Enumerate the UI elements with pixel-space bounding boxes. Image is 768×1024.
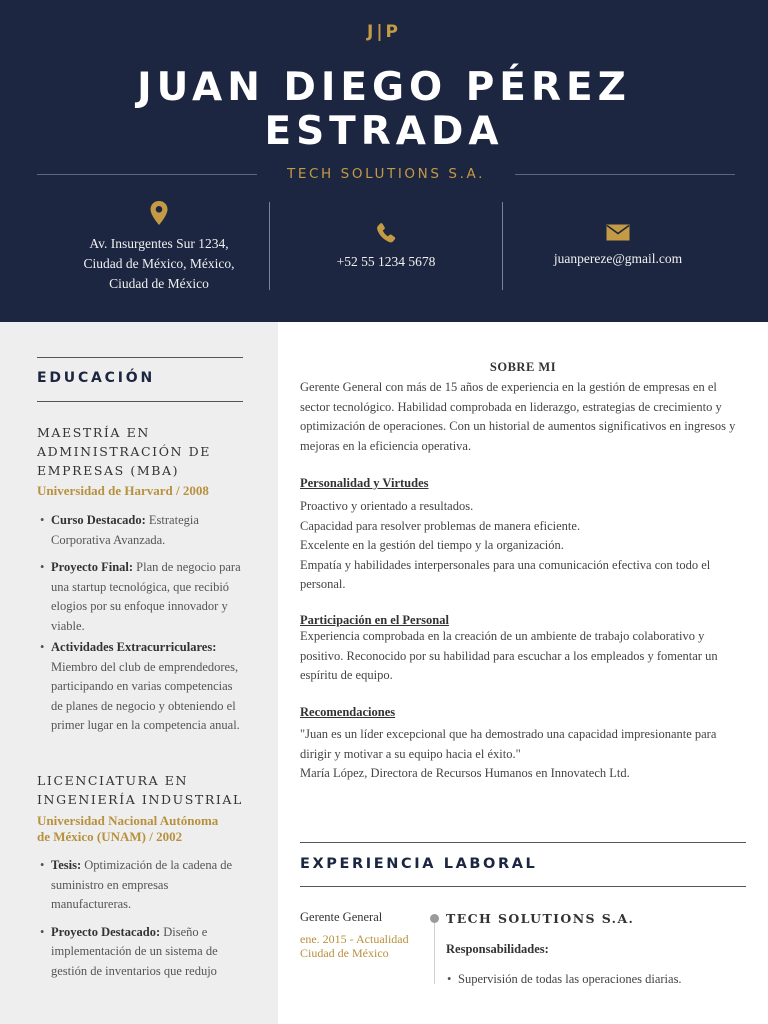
full-name [0,66,768,154]
participation-title: Participación en el Personal [300,613,449,627]
personality-list [300,497,748,595]
personality-item: Capacidad para resolver problemas de manera eficiente. [300,518,581,533]
personality-item: Empatía y habilidades interpersonales para una comunicación efectiva con todo el personal. [300,557,711,591]
item-text: Diseño e implementación de un sistema de gestión de inventarios que redujo [51,924,218,978]
degree-highlights [37,856,247,989]
item-text: Miembro del club de emprendedores, participando en varias competencias de planes de negocio y obteniendo el primer lugar en la competencia anual. [51,659,240,732]
name-line-2: ESTRADA [264,109,504,154]
timeline-line [434,918,435,984]
list-item: • Supervisión de todas las operaciones diarias. [446,970,736,988]
item-label: Tesis: [51,858,82,872]
job-title: Gerente General [300,910,383,924]
recommendation [300,725,748,784]
about-title: SOBRE MI [489,360,557,374]
degree-title [37,423,247,480]
experience-rule-bottom [300,886,746,887]
job-meta [300,932,425,960]
item-text: Estrategia Corporativa Avanzada. [51,513,199,547]
list-item [37,558,247,636]
contact-divider [502,202,503,290]
personality-item: Proactivo y orientado a resultados. [300,499,474,513]
list-item [37,923,247,982]
item-text: Plan de negocio para una startup tecnológica, que recibió elogios por su enfoque innovador y viable. [51,560,241,633]
education-rule-bottom [37,401,243,402]
item-label: Proyecto Destacado: [51,924,161,939]
recommendation-quote: "Juan es un líder excepcional que ha demostrado una capacidad impresionante para dirigir y motivar a su equipo hacia el éxito." [300,727,717,761]
address-line-1: Av. Insurgentes Sur 1234, [89,236,229,251]
monogram: J|P [367,22,401,42]
participation-text: Experiencia comprobada en la creación de un ambiente de trabajo colaborativo y positivo. Reconocido por su habilidad para escuchar a los empleados y fomentar un espíritu de equipo. [300,629,718,682]
phone-icon [376,222,396,244]
company-rule-right [515,174,735,175]
email-address[interactable]: juanpereze@gmail.com [553,251,683,266]
responsibilities-list [446,970,736,988]
education-heading: EDUCACIÓN [37,370,155,386]
list-item [37,511,247,550]
experience-heading: EXPERIENCIA LABORAL [300,856,538,872]
school-line: Universidad Nacional Autónoma [37,813,219,828]
company-row [37,164,735,184]
contact-email [504,200,732,269]
about-text: Gerente General con más de 15 años de experiencia en la gestión de empresas en el sector tecnológico. Habilidad comprobada en liderazgo, estrategias de crecimiento y optimización de operaciones. Con un historial de aumentos significativos en ingresos y mejoras en la eficiencia operativa. [300,380,736,453]
address-line-2: Ciudad de México, México, [83,256,235,271]
education-rule-top [37,357,243,358]
item-label: Curso Destacado: [51,513,146,527]
recommendation-author: María López, Directora de Recursos Humanos en Innovatech Ltd. [300,766,630,780]
degree-title-line: MAESTRÍA EN [37,425,150,440]
item-label: Proyecto Final: [51,560,134,574]
contact-phone [270,200,502,272]
item-text: Optimización de la cadena de suministro en empresas manufactureras. [51,858,233,911]
school-line: de México (UNAM) / 2002 [37,829,183,844]
job-location: Ciudad de México [300,946,389,960]
item-label: Actividades Extracurriculares: [51,640,217,654]
recommendations-title: Recomendaciones [300,705,396,719]
company-name: TECH SOLUTIONS S.A. [287,166,485,182]
responsibilities-label: Responsabilidades: [446,942,549,956]
degree-highlights [37,511,247,744]
contact-address [50,200,268,294]
degree-title-line: LICENCIATURA EN [37,773,189,788]
degree-title [37,771,247,809]
list-item [37,856,247,915]
address-line-3: Ciudad de México [109,276,209,291]
degree-title-line: INGENIERÍA INDUSTRIAL [37,792,243,807]
job-dates: ene. 2015 - Actualidad [300,932,409,946]
degree-title-line: EMPRESAS (MBA) [37,463,180,478]
personality-title: Personalidad y Virtudes [300,476,429,490]
school-name: Universidad de Harvard / 2008 [37,483,209,498]
job-company: TECH SOLUTIONS S.A. [446,911,635,926]
map-pin-icon [149,200,169,226]
phone-number[interactable]: +52 55 1234 5678 [336,254,436,269]
name-line-1: JUAN DIEGO PÉREZ [137,65,631,110]
timeline-dot [430,914,439,923]
list-item [37,638,247,736]
header [0,0,768,322]
experience-rule-top [300,842,746,843]
degree-title-line: ADMINISTRACIÓN DE [37,444,212,459]
envelope-icon [606,224,630,241]
personality-item: Excelente en la gestión del tiempo y la organización. [300,538,564,552]
school-name [37,813,247,845]
